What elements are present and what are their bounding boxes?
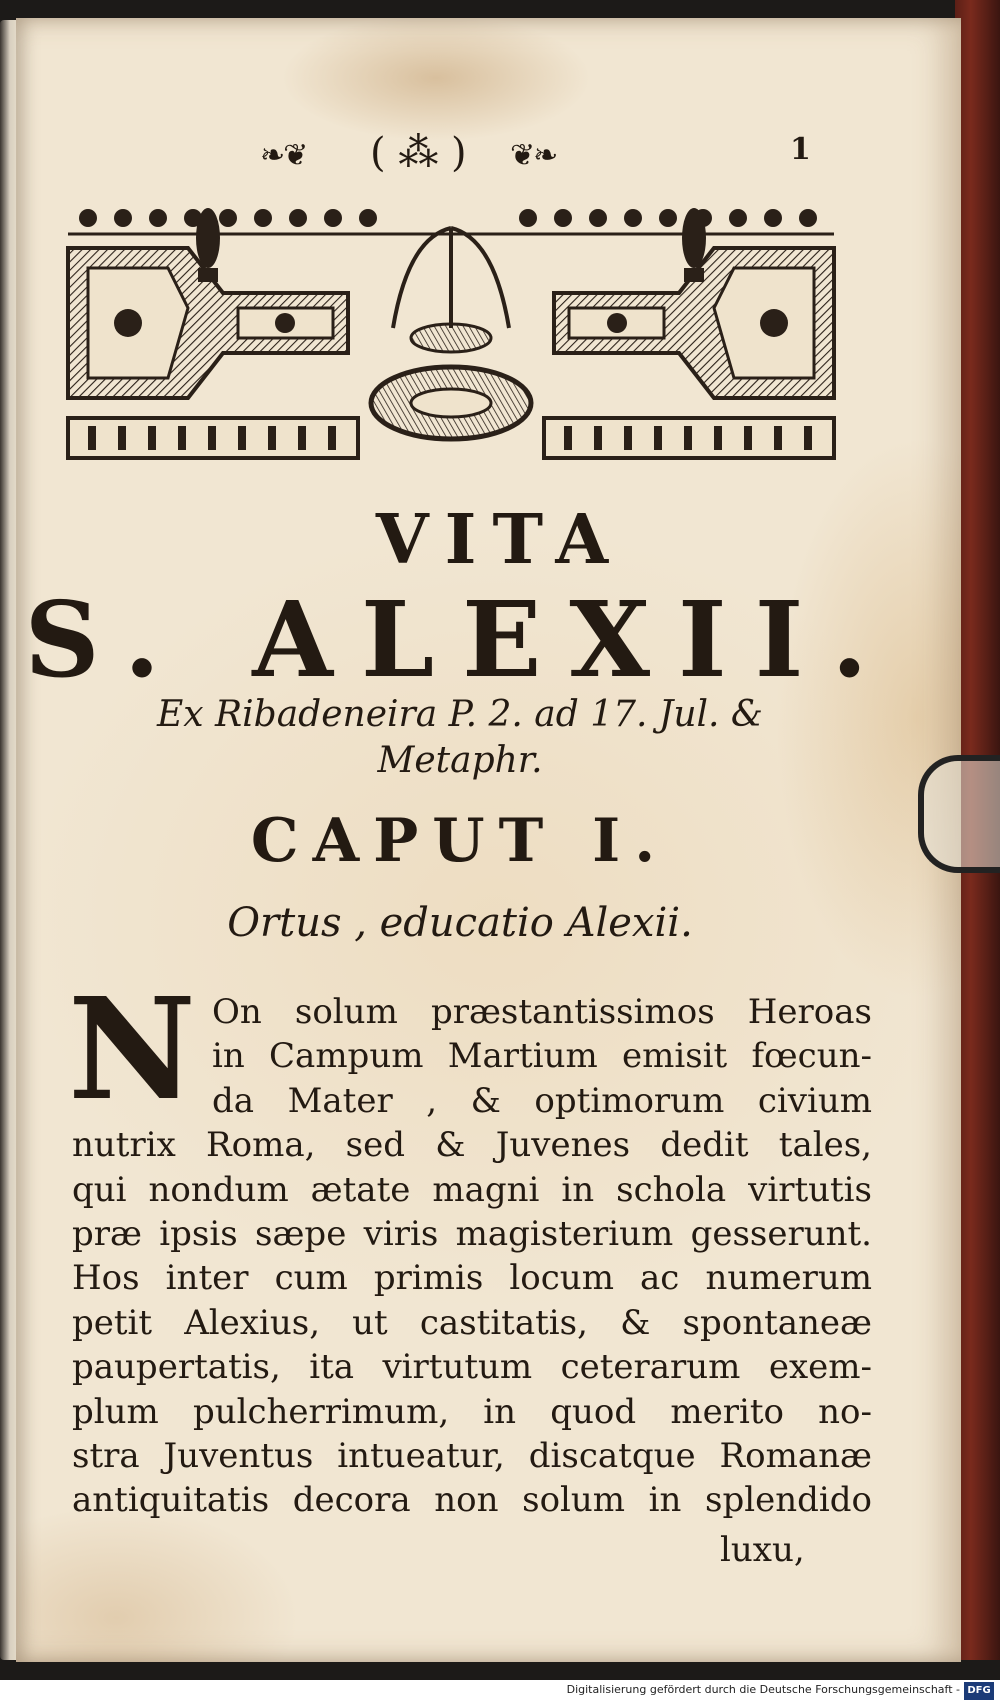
page-number: 1 [790,132,811,167]
body-line: nutrix Roma, sed & Juvenes dedit tales, [72,1125,872,1166]
chapter-subtitle: Ortus , educatio Alexii. [227,900,693,946]
page-clip [918,755,1000,873]
body-line: Hos inter cum primis locum ac numerum [72,1258,872,1299]
catchword: luxu, [720,1530,805,1570]
body-line: antiquitatis decora non solum in splendido [72,1480,872,1521]
body-line: petit Alexius, ut castitatis, & spontaneæ [72,1302,872,1343]
body-line: paupertatis, ita virtutum ceterarum exem- [72,1347,872,1388]
body-line: stra Juventus intueatur, discatque Romanæ [72,1435,872,1476]
chapter-heading: CAPUT I. [250,806,670,876]
header-ornament-left: ❧❦ [260,138,307,173]
digitization-footer [0,1680,1000,1703]
body-line: præ ipsis sæpe viris magisterium gesserunt. [72,1213,872,1254]
body-line: plum pulcherrimum, in quod merito no- [72,1391,872,1432]
source-reference-line1: Ex Ribadeneira P. 2. ad 17. Jul. & [157,694,763,735]
body-paragraph [72,990,872,1523]
source-reference [0,692,920,784]
drop-cap-initial: N [68,968,196,1132]
woodcut-garden-banner [48,198,854,470]
body-line: da Mater , & optimorum civium [212,1080,872,1121]
header-ornament-center: ( ⁂ ) [370,130,467,176]
dfg-logo[interactable]: DFG [964,1682,994,1700]
header-ornament-right: ❦❧ [510,138,557,173]
source-reference-line2: Metaphr. [377,740,543,781]
body-line: qui nondum ætate magni in schola virtutis [72,1169,872,1210]
footer-credit: Digitalisierung gefördert durch die Deutsche Forschungsgemeinschaft - [566,1683,960,1696]
page-header [240,130,800,180]
title-s-alexii: S. ALEXII. [24,578,896,701]
body-line: On solum præstantissimos Heroas [212,992,872,1032]
body-line: in Campum Martium emisit fœcun- [212,1036,872,1077]
title-vita: VITA [375,500,625,580]
